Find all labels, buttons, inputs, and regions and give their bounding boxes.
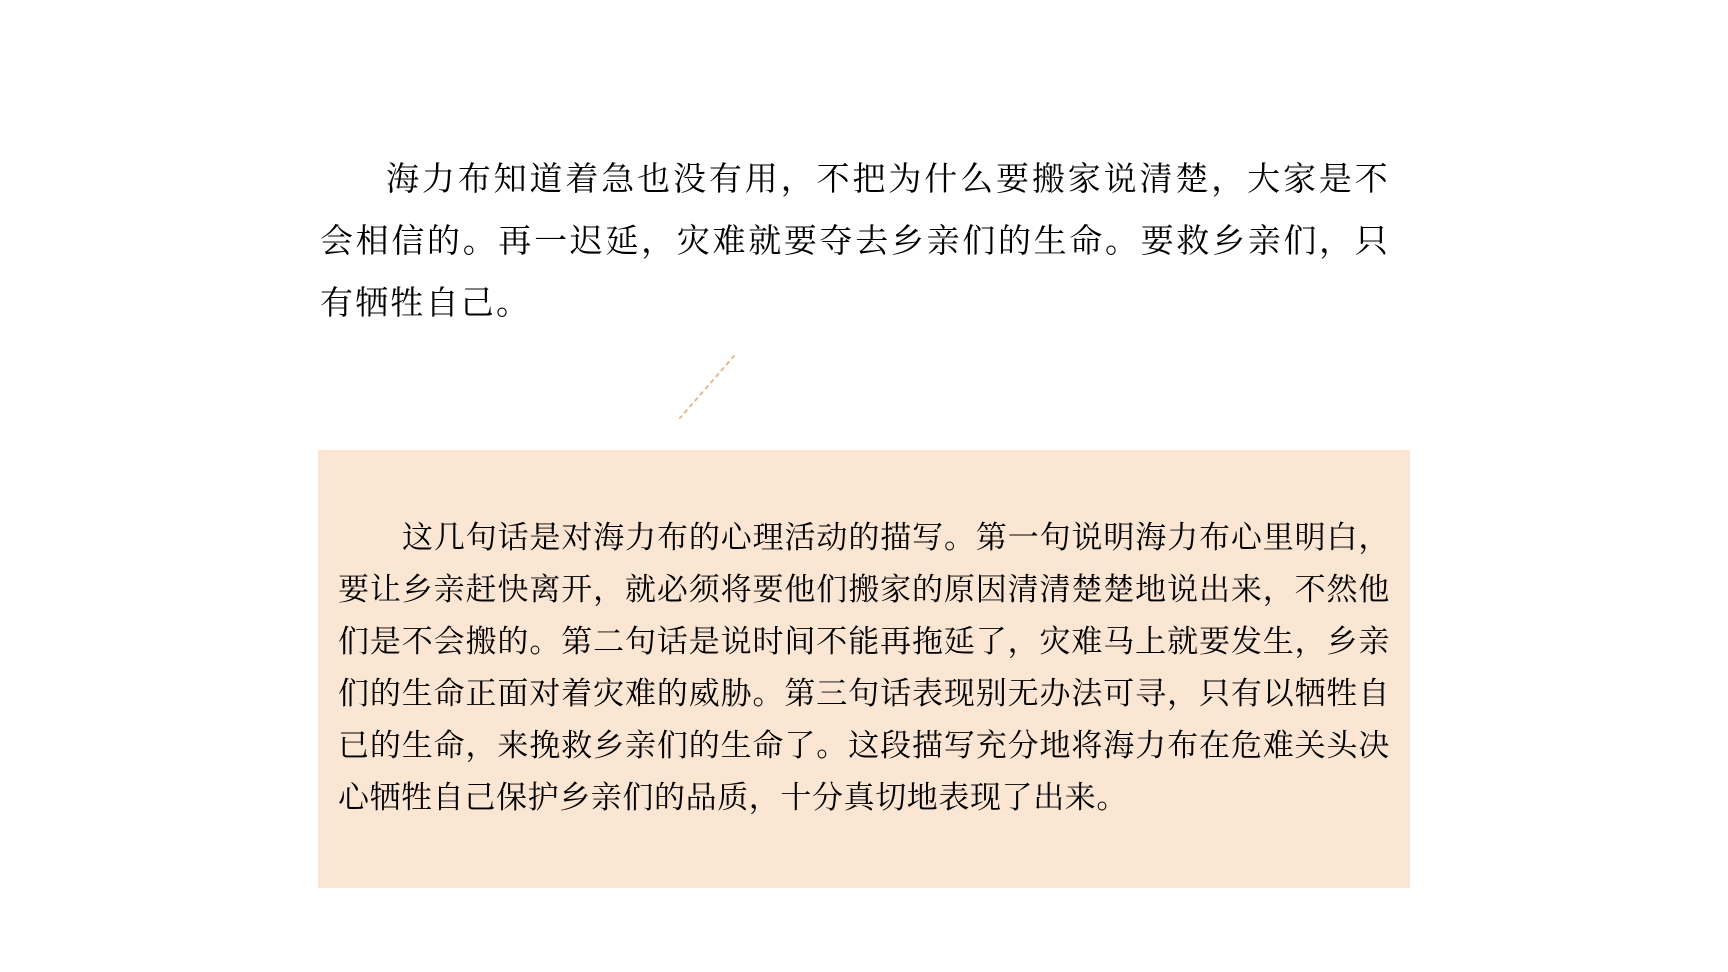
- quote-passage: [320, 148, 1390, 334]
- connector-line-icon: [672, 352, 742, 422]
- commentary-callout: [318, 450, 1410, 888]
- quote-text: 海力布知道着急也没有用，不把为什么要搬家说清楚，大家是不会相信的。再一迟延，灾难就要夺去乡亲们的生命。要救乡亲们，只有牺牲自己。: [320, 159, 1390, 322]
- commentary-text: 这几句话是对海力布的心理活动的描写。第一句说明海力布心里明白，要让乡亲赶快离开，就必须将要他们搬家的原因清清楚楚地说出来，不然他们是不会搬的。第二句话是说时间不能再拖延了，灾难马上就要发生，乡亲们的生命正面对着灾难的威胁。第三句话表现别无办法可寻，只有以牺牲自已的生命，来挽救乡亲们的生命了。这段描写充分地将海力布在危难关头决心牺牲自己保护乡亲们的品质，十分真切地表现了出来。: [338, 520, 1390, 816]
